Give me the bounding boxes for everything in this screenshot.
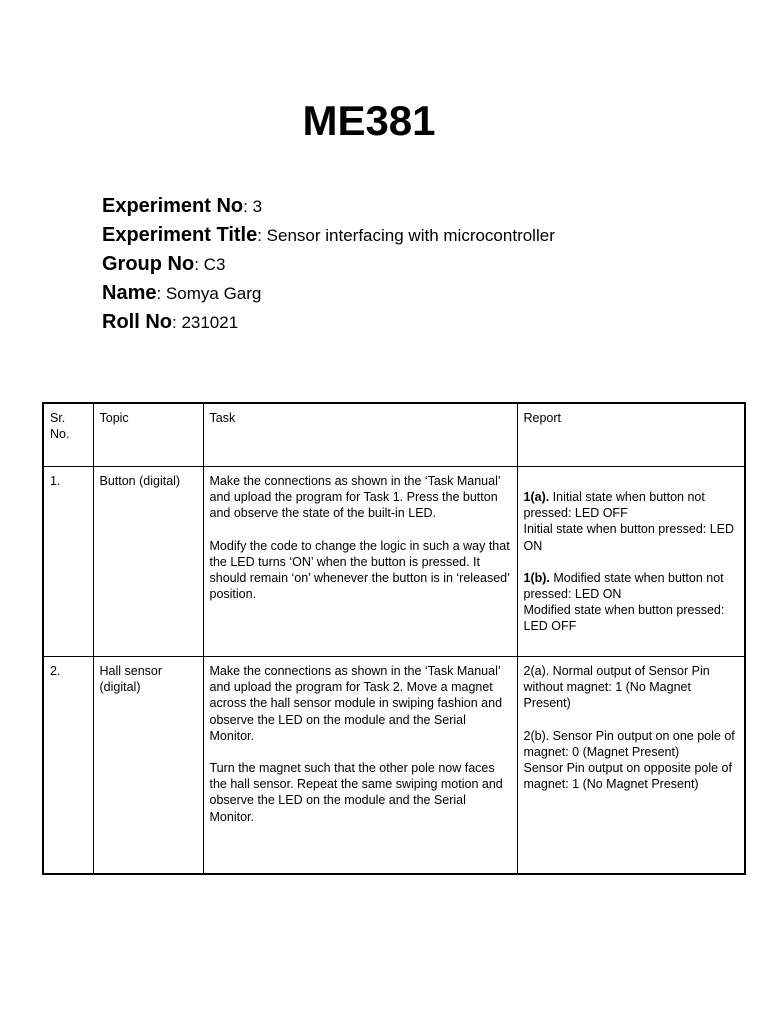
report-text: Modified state when button not pressed: LED ON: [523, 570, 724, 602]
name-label: Name: [102, 282, 157, 304]
report-entry-1b: [524, 570, 739, 602]
row-report: [517, 657, 745, 875]
header-sr-line1: Sr.: [50, 411, 66, 425]
group-no-label: Group No: [102, 253, 195, 275]
row-task: [203, 657, 517, 875]
task-paragraph: Turn the magnet such that the other pole now faces the hall sensor. Repeat the same swiping motion and observe the LED on the module and the Serial Monitor.: [209, 761, 503, 824]
report-label-1a: 1(a).: [523, 490, 550, 504]
header-sr-line2: No.: [50, 427, 70, 442]
row-sr-no: 2.: [43, 657, 93, 875]
experiment-no-row: [102, 192, 555, 221]
experiment-details: [102, 192, 555, 337]
roll-no-row: [102, 308, 555, 337]
report-entry-2a: 2(a). Normal output of Sensor Pin without magnet: 1 (No Magnet Present): [523, 664, 710, 711]
header-sr-no: [43, 403, 93, 467]
report-label-1b: 1(b).: [523, 570, 550, 585]
report-entry-2b-opposite: Sensor Pin output on opposite pole of magnet: 1 (No Magnet Present): [523, 761, 732, 792]
group-no-value: : C3: [194, 255, 226, 274]
row-sr-no: 1.: [43, 467, 93, 657]
experiment-title-row: [102, 221, 555, 250]
header-report: Report: [517, 403, 745, 467]
experiment-no-label: Experiment No: [102, 195, 244, 217]
header-topic: Topic: [93, 403, 203, 467]
table-header-row: [43, 403, 745, 467]
experiment-no-value: : 3: [243, 197, 263, 216]
row-task: [203, 467, 517, 657]
document-title: ME381: [302, 97, 436, 144]
report-entry-1a: [524, 489, 739, 521]
report-table: [42, 402, 746, 875]
roll-no-label: Roll No: [102, 311, 172, 333]
name-row: [102, 279, 555, 308]
table-row: [43, 467, 745, 657]
row-topic: Button (digital): [93, 467, 203, 657]
report-entry-1a-pressed: Initial state when button pressed: LED ON: [523, 522, 735, 553]
task-paragraph: Make the connections as shown in the ‘Task Manual’ and upload the program for Task 1. Press the button and observe the state of the built-in LED.: [209, 474, 501, 521]
group-no-row: [102, 250, 555, 279]
name-value: : Somya Garg: [156, 284, 262, 303]
experiment-title-value: : Sensor interfacing with microcontroller: [257, 226, 555, 245]
header-task: Task: [203, 403, 517, 467]
roll-no-value: : 231021: [172, 313, 239, 332]
task-paragraph: Modify the code to change the logic in such a way that the LED turns ‘ON’ when the button is pressed. It should remain ‘on’ whenever the button is in ‘released’ position.: [209, 538, 510, 602]
report-entry-2b: 2(b). Sensor Pin output on one pole of magnet: 0 (Magnet Present): [523, 728, 735, 759]
row-report: [517, 467, 745, 657]
task-paragraph: Make the connections as shown in the ‘Task Manual’ and upload the program for Task 2. Move a magnet across the hall sensor module in swiping fashion and observe the LED on the module and the Serial Monitor.: [209, 664, 503, 743]
report-text: Initial state when button not pressed: LED OFF: [523, 490, 705, 521]
table-row: [43, 657, 745, 875]
report-entry-1b-pressed: Modified state when button pressed: LED OFF: [523, 603, 725, 634]
row-topic: Hall sensor (digital): [93, 657, 203, 875]
experiment-title-label: Experiment Title: [102, 224, 258, 246]
